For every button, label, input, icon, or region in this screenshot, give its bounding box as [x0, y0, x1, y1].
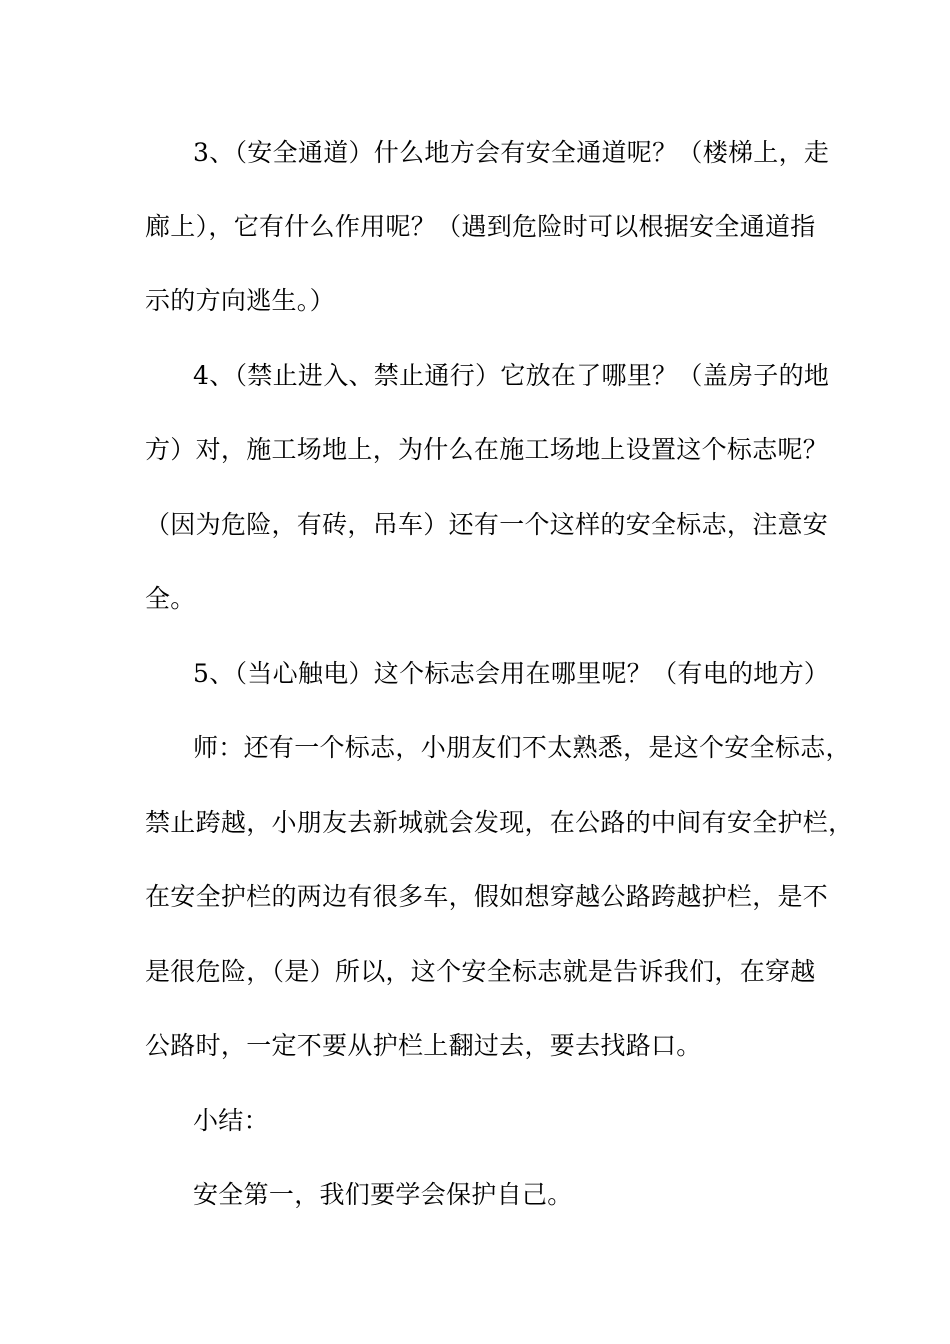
text-line: 师：还有一个标志，小朋友们不太熟悉，是这个安全标志，	[193, 733, 851, 762]
text-line: 廊上），它有什么作用呢？（遇到危险时可以根据安全通道指	[145, 212, 816, 241]
text-line: （因为危险，有砖，吊车）还有一个这样的安全标志，注意安	[145, 510, 829, 539]
text-line: 公路时，一定不要从护栏上翻过去，要去找路口。	[145, 1031, 702, 1060]
text-line: 禁止跨越，小朋友去新城就会发现，在公路的中间有安全护栏，	[145, 808, 854, 837]
text-line: 是很危险，（是）所以，这个安全标志就是告诉我们，在穿越	[145, 957, 816, 986]
text-line: 在安全护栏的两边有很多车，假如想穿越公路跨越护栏，是不	[145, 882, 829, 911]
text-line: 方）对，施工场地上，为什么在施工场地上设置这个标志呢？	[145, 435, 829, 464]
text-line: 3、（安全通道）什么地方会有安全通道呢？（楼梯上，走	[193, 138, 830, 167]
text-line: 小结：	[193, 1106, 269, 1135]
text-line: 4、（禁止进入、禁止通行）它放在了哪里？（盖房子的地	[193, 361, 830, 390]
text-line: 示的方向逃生。）	[145, 286, 335, 315]
text-line: 全。	[145, 584, 196, 613]
text-line: 安全第一，我们要学会保护自己。	[193, 1180, 573, 1209]
text-line: 5、（当心触电）这个标志会用在哪里呢？（有电的地方）	[193, 659, 830, 688]
